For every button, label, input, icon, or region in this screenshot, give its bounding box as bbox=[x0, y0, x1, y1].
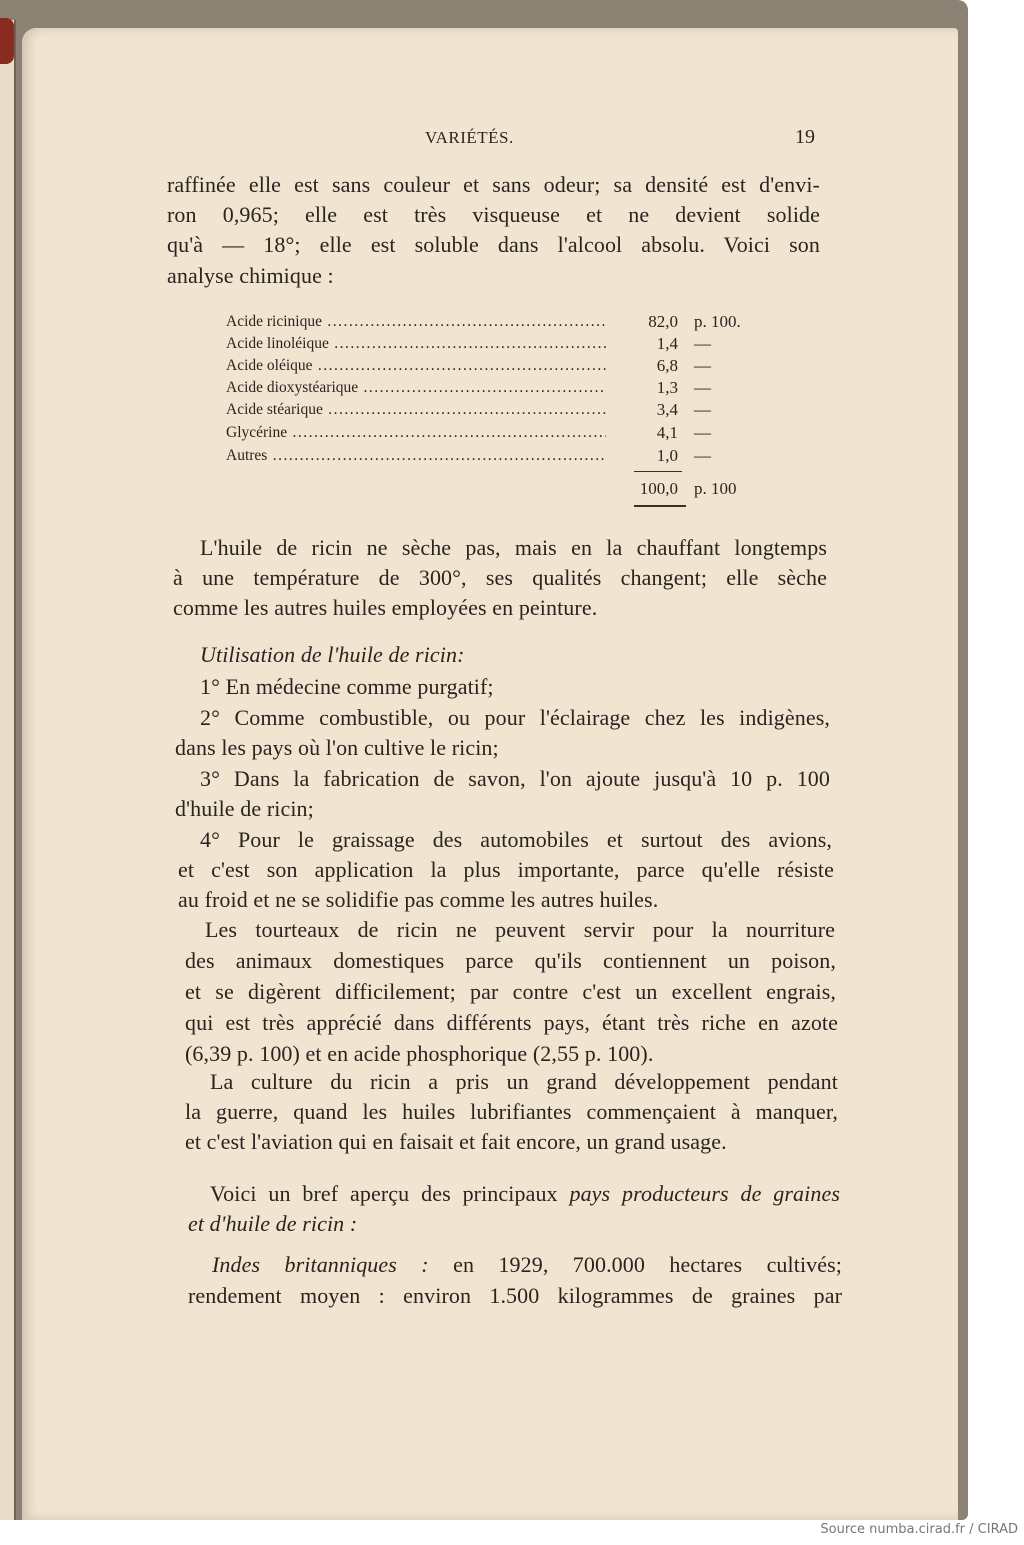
text-segment: en 1929, 700.000 hectares cultivés; bbox=[428, 1252, 842, 1277]
italic-text: Indes britanniques : bbox=[212, 1252, 429, 1277]
page-number: 19 bbox=[795, 126, 815, 148]
text-line bbox=[200, 764, 830, 794]
text-line bbox=[185, 977, 836, 1007]
row-name: Acide ricinique ..... bbox=[226, 312, 606, 332]
sum-rule bbox=[634, 471, 682, 472]
facing-page-edge bbox=[0, 20, 16, 1520]
text-segment: Les tourteaux de ricin ne peuvent servir pour la nourriture bbox=[205, 917, 835, 942]
text-line bbox=[173, 593, 597, 623]
running-head: VARIÉTÉS. bbox=[425, 128, 514, 147]
italic-text: pays producteurs de graines bbox=[569, 1181, 840, 1206]
table-row bbox=[226, 400, 756, 420]
text-line bbox=[200, 672, 494, 702]
text-line: qu'à — 18°; elle est soluble dans l'alcool absolu. Voici son bbox=[167, 232, 820, 257]
table-row bbox=[226, 312, 756, 332]
text-line bbox=[210, 1067, 838, 1097]
total-unit: p. 100 bbox=[694, 479, 737, 498]
italic-heading-line bbox=[200, 640, 465, 670]
text-segment: et c'est son application la plus importante, parce qu'elle résiste bbox=[178, 857, 834, 882]
text-line bbox=[200, 533, 827, 563]
text-segment: d'huile de ricin; bbox=[175, 796, 314, 821]
row-unit: — bbox=[694, 334, 711, 353]
text-line bbox=[185, 1097, 838, 1127]
row-value: 4,1 bbox=[656, 423, 678, 442]
table-row bbox=[226, 378, 756, 398]
text-segment: L'huile de ricin ne sèche pas, mais en la chauffant longtemps bbox=[200, 535, 827, 560]
text-line: ron 0,965; elle est très visqueuse et ne devient solide bbox=[167, 202, 820, 227]
table-row bbox=[226, 334, 756, 354]
row-name: Autres ..... bbox=[226, 446, 606, 466]
text-segment: Voici un bref aperçu des principaux bbox=[210, 1181, 570, 1206]
text-line: raffinée elle est sans couleur et sans odeur; sa densité est d'envi- bbox=[167, 172, 820, 197]
text-line bbox=[175, 794, 314, 824]
text-segment: 4° Pour le graissage des automobiles et surtout des avions, bbox=[200, 827, 832, 852]
text-line bbox=[212, 1250, 842, 1280]
table-row bbox=[226, 356, 756, 376]
row-value: 1,3 bbox=[656, 378, 678, 397]
row-name: Glycérine ..... bbox=[226, 423, 606, 443]
text-segment: (6,39 p. 100) et en acide phosphorique (2,55 p. 100). bbox=[185, 1041, 654, 1066]
row-name: Acide dioxystéarique ..... bbox=[226, 378, 606, 398]
text-segment: 3° Dans la fabrication de savon, l'on ajoute jusqu'à 10 p. 100 bbox=[200, 766, 830, 791]
text-line bbox=[178, 885, 658, 915]
source-credit: Source numba.cirad.fr / CIRAD bbox=[820, 1522, 1018, 1537]
text-segment: à une température de 300°, ses qualités changent; elle sèche bbox=[173, 565, 827, 590]
italic-text: et d'huile de ricin : bbox=[188, 1211, 358, 1236]
text-line bbox=[185, 1039, 653, 1069]
text-segment: comme les autres huiles employées en peinture. bbox=[173, 595, 598, 620]
text-segment: au froid et ne se solidifie pas comme les autres huiles. bbox=[178, 887, 659, 912]
row-unit: — bbox=[694, 378, 711, 397]
text-segment: et c'est l'aviation qui en faisait et fait encore, un grand usage. bbox=[185, 1129, 727, 1154]
row-value: 6,8 bbox=[656, 356, 678, 375]
row-unit: — bbox=[694, 356, 711, 375]
italic-text: Utilisation de l'huile de ricin: bbox=[200, 642, 465, 667]
row-name: Acide stéarique ..... bbox=[226, 400, 606, 420]
text-line bbox=[210, 1179, 840, 1209]
text-segment: La culture du ricin a pris un grand développement pendant bbox=[210, 1069, 838, 1094]
text-line bbox=[188, 1281, 842, 1311]
table-total-row bbox=[226, 479, 756, 499]
text-line bbox=[178, 855, 834, 885]
text-line bbox=[173, 563, 827, 593]
italic-heading-line bbox=[188, 1209, 357, 1239]
text-line bbox=[185, 1008, 838, 1038]
text-segment: des animaux domestiques parce qu'ils contiennent un poison, bbox=[185, 948, 836, 973]
text-segment: 2° Comme combustible, ou pour l'éclairage chez les indigènes, bbox=[200, 705, 830, 730]
text-line bbox=[185, 946, 836, 976]
total-rule bbox=[634, 505, 686, 507]
text-line bbox=[185, 1127, 727, 1157]
text-segment: la guerre, quand les huiles lubrifiantes commençaient à manquer, bbox=[185, 1099, 838, 1124]
text-segment: 1° En médecine comme purgatif; bbox=[200, 674, 494, 699]
text-line bbox=[175, 733, 499, 763]
text-line bbox=[200, 703, 830, 733]
row-unit: — bbox=[694, 446, 711, 465]
row-value: 1,4 bbox=[656, 334, 678, 353]
row-unit: p. 100. bbox=[694, 312, 741, 331]
text-line: analyse chimique : bbox=[167, 263, 334, 288]
row-value: 82,0 bbox=[648, 312, 678, 331]
text-segment: dans les pays où l'on cultive le ricin; bbox=[175, 735, 499, 760]
bookmark-ribbon bbox=[0, 18, 14, 64]
text-segment: et se digèrent difficilement; par contre c'est un excellent engrais, bbox=[185, 979, 836, 1004]
text-segment: rendement moyen : environ 1.500 kilogrammes de graines par bbox=[188, 1283, 842, 1308]
row-name: Acide linoléique ..... bbox=[226, 334, 606, 354]
row-value: 3,4 bbox=[656, 400, 678, 419]
text-segment: qui est très apprécié dans différents pays, étant très riche en azote bbox=[185, 1010, 838, 1035]
text-line bbox=[205, 915, 835, 945]
total-value: 100,0 bbox=[639, 479, 678, 498]
table-row bbox=[226, 446, 756, 466]
row-unit: — bbox=[694, 423, 711, 442]
row-value: 1,0 bbox=[656, 446, 678, 465]
row-unit: — bbox=[694, 400, 711, 419]
row-name: Acide oléique ..... bbox=[226, 356, 606, 376]
table-row bbox=[226, 423, 756, 443]
text-line bbox=[200, 825, 832, 855]
